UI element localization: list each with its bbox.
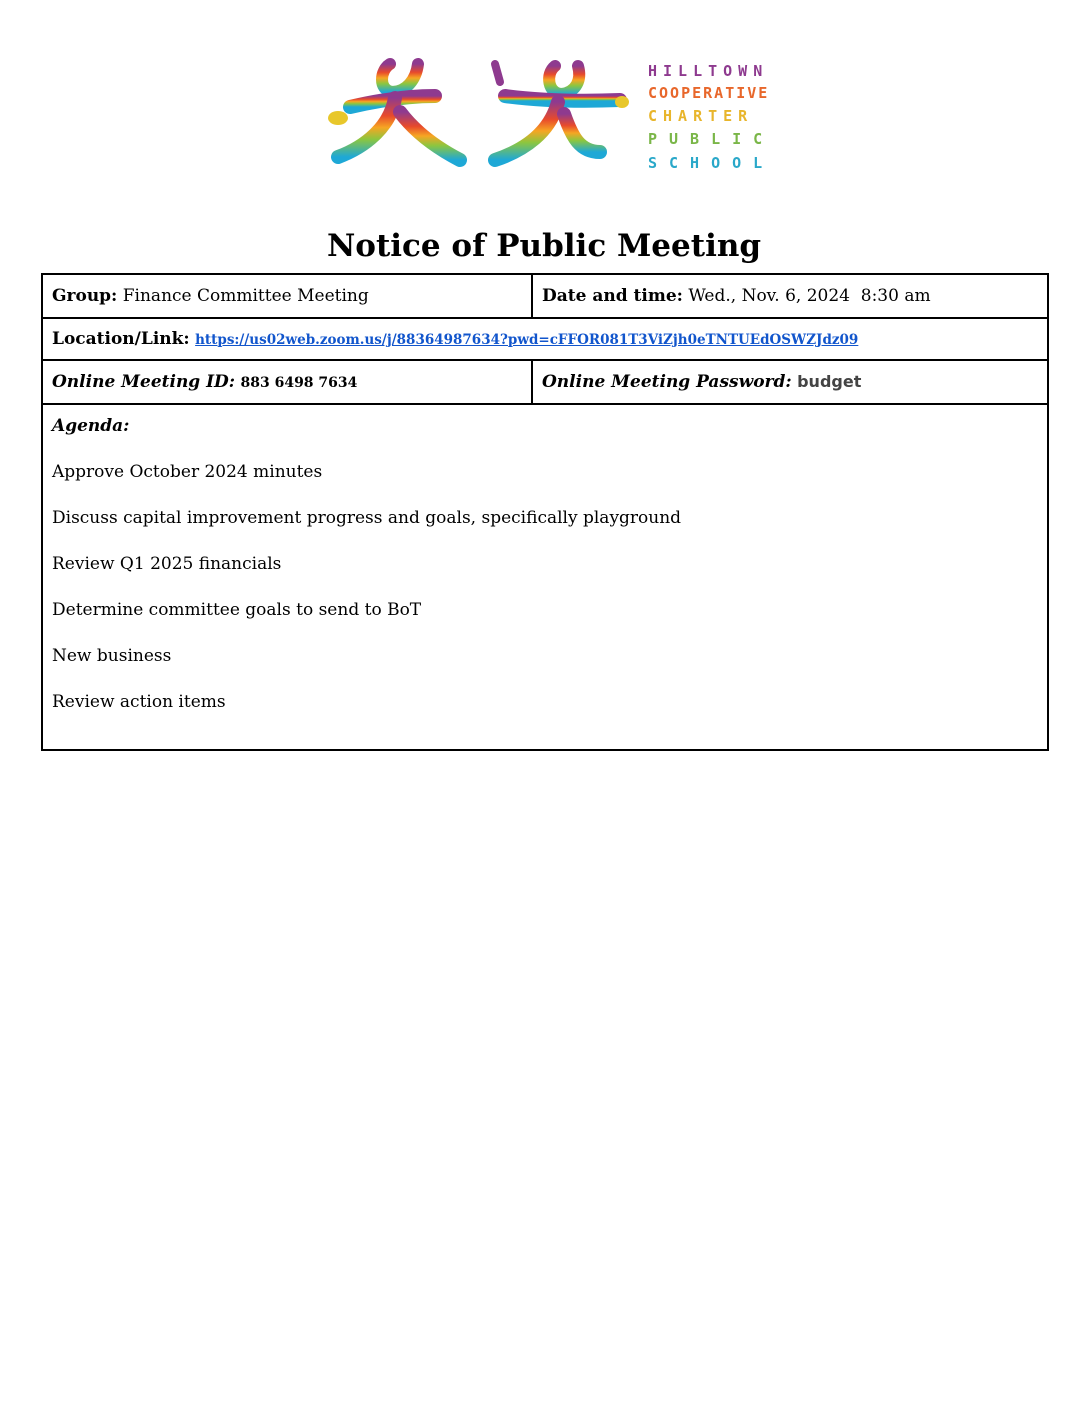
zoom-meeting-link[interactable]: https://us02web.zoom.us/j/88364987634?pwd=cFFOR081T3ViZjh0eTNTUEdOSWZJdz09 [195, 332, 859, 348]
group-label: Group: [52, 286, 118, 306]
date-value: Wed., Nov. 6, 2024 8:30 am [688, 286, 931, 306]
password-label: Online Meeting Password: [542, 372, 792, 392]
logo-line-5: SCHOOL [648, 154, 775, 172]
table-row [42, 404, 1048, 750]
meeting-id-cell [42, 360, 532, 404]
table-row [42, 318, 1048, 360]
logo-line-2: COOPERATIVE [648, 84, 770, 102]
location-label: Location/Link: [52, 329, 190, 349]
date-label: Date and time: [542, 286, 683, 306]
agenda-item: Approve October 2024 minutes [52, 462, 323, 482]
agenda-item: Determine committee goals to send to BoT [52, 600, 422, 620]
logo-line-3: CHARTER [648, 107, 754, 125]
agenda-label: Agenda: [52, 416, 130, 436]
table-row [42, 360, 1048, 404]
group-cell [42, 274, 532, 318]
table-row [42, 274, 1048, 318]
password-cell [532, 360, 1048, 404]
meeting-info-table [41, 273, 1049, 751]
meeting-id-value: 883 6498 7634 [240, 375, 358, 391]
logo-line-1: HILLTOWN [648, 62, 769, 80]
group-value: Finance Committee Meeting [122, 286, 369, 306]
agenda-item: New business [52, 646, 172, 666]
date-cell [532, 274, 1048, 318]
location-cell [42, 318, 1048, 360]
agenda-item: Review Q1 2025 financials [52, 554, 282, 574]
agenda-cell [42, 404, 1048, 750]
agenda-item: Review action items [52, 692, 226, 712]
password-value: budget [797, 372, 862, 391]
agenda-item: Discuss capital improvement progress and goals, specifically playground [52, 508, 682, 528]
school-logo [320, 52, 790, 182]
logo-graphic [320, 52, 790, 182]
meeting-id-label: Online Meeting ID: [52, 372, 236, 392]
logo-line-4: PUBLIC [648, 130, 775, 148]
page-title: Notice of Public Meeting [326, 228, 762, 264]
